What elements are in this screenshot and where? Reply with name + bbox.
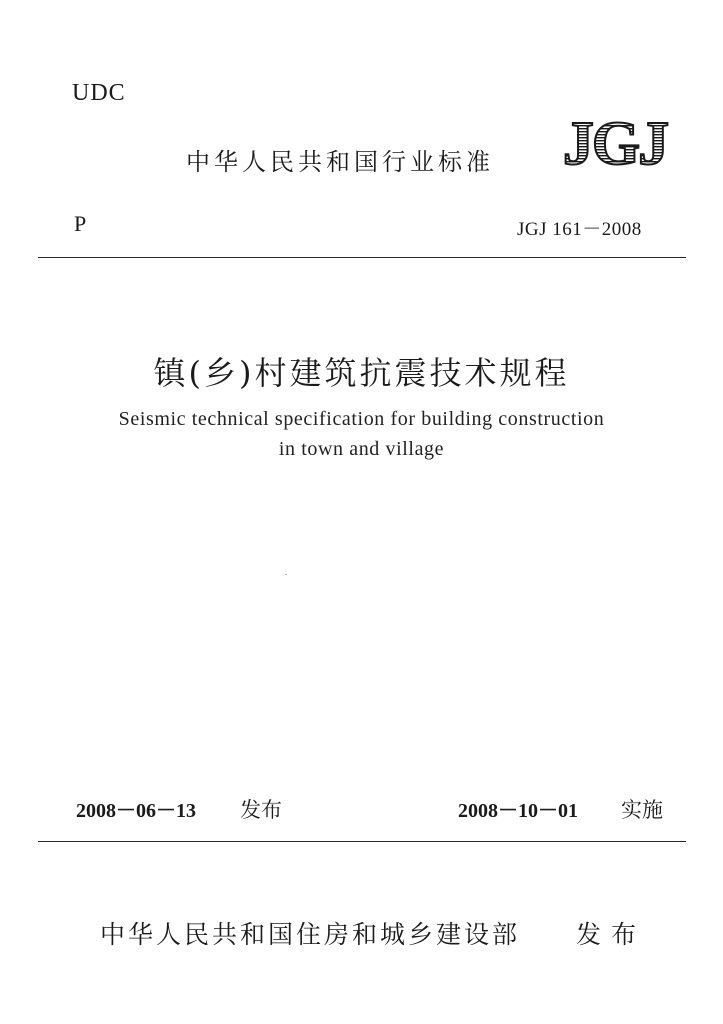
- top-divider: [38, 257, 686, 258]
- publish-label: 发布: [576, 920, 647, 949]
- publisher: 中华人民共和国住房和城乡建设部: [100, 920, 521, 949]
- jgj-logo-mark: [550, 104, 680, 174]
- issue-date: 2008－06－13: [76, 800, 196, 822]
- standard-type: 中华人民共和国行业标准: [186, 148, 494, 176]
- implementation-label: 实施: [621, 798, 663, 822]
- title-english-line1: Seismic technical specification for building construction: [118, 408, 605, 430]
- standard-code: JGJ 161－2008: [517, 219, 642, 240]
- title-chinese: 镇(乡)村建筑抗震技术规程: [153, 354, 570, 392]
- bottom-divider: [38, 841, 686, 842]
- scan-speck: [285, 574, 287, 575]
- logo-text: JGJ: [562, 110, 668, 174]
- jgj-logo: [550, 104, 680, 174]
- title-english-line2: in town and village: [278, 438, 445, 460]
- category-code: P: [74, 211, 87, 236]
- issue-label: 发布: [240, 798, 282, 822]
- udc-label: UDC: [72, 80, 126, 106]
- implementation-date: 2008－10－01: [458, 800, 578, 822]
